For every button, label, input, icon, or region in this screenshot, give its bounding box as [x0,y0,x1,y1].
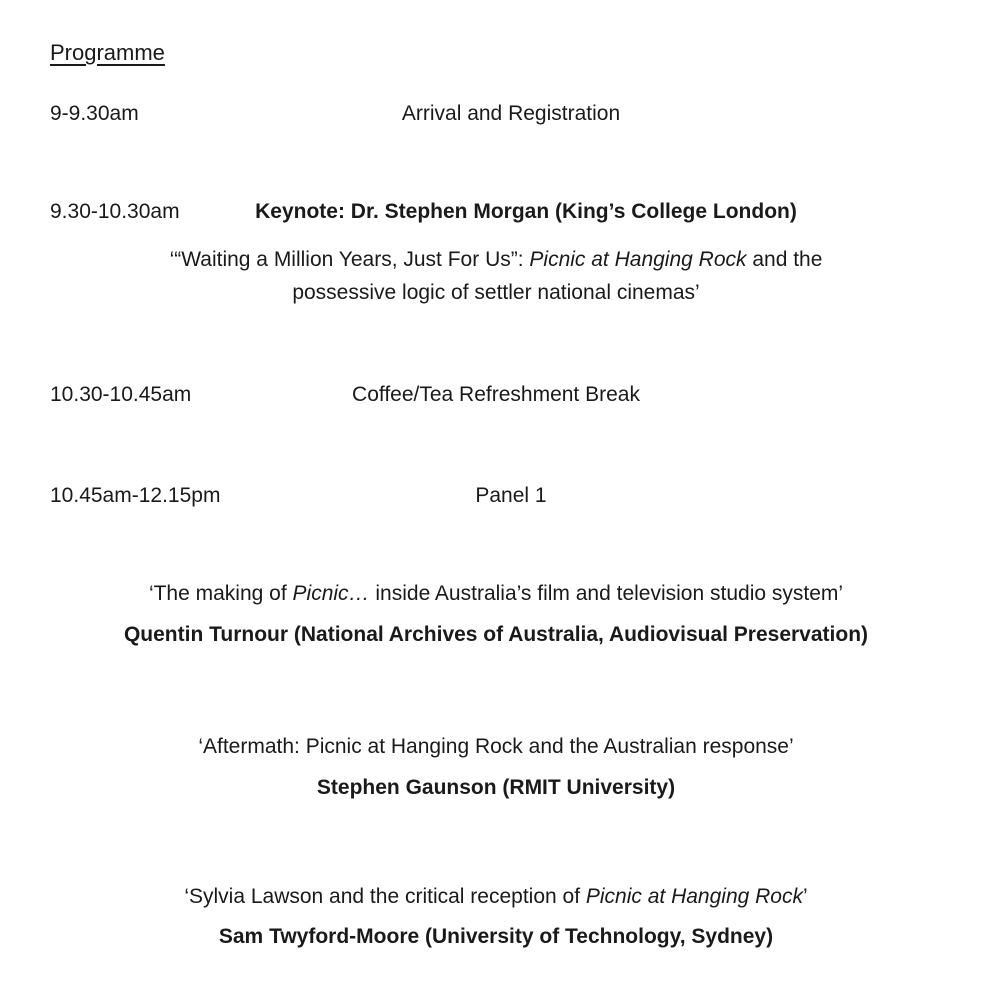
paper-title [50,881,942,914]
keynote-paper-segment: and the [746,248,823,272]
paper-title-segment: ’ [802,884,808,908]
session-row-coffee [50,379,942,412]
paper-title-segment: ‘Aftermath: Picnic at Hanging Rock and the Australian response’ [198,735,794,759]
session-row-arrival [50,98,942,131]
paper-film-title: Picnic… [292,582,370,606]
page-title: Programme [50,40,165,65]
keynote-paper-film-title: Picnic at Hanging Rock [529,248,747,272]
paper-author: Stephen Gaunson (RMIT University) [316,776,676,800]
paper-title-segment: ‘Sylvia Lawson and the critical reception of [184,884,586,908]
session-title: Panel 1 [475,483,547,507]
panel1-paper-3 [50,881,942,954]
session-title: Coffee/Tea Refreshment Break [352,383,640,407]
session-time: 10.45am-12.15pm [50,483,221,507]
paper-title-segment: ‘The making of [148,582,293,606]
panel1-paper-2 [50,731,942,804]
paper-title-segment: inside Australia’s film and television studio system’ [369,582,844,606]
session-time: 10.30-10.45am [50,383,192,407]
keynote-paper-segment: ‘“Waiting a Million Years, Just For Us”: [169,248,530,272]
keynote-paper-title [50,244,942,309]
session-row-keynote [50,196,942,229]
paper-title [50,578,942,611]
paper-film-title: Picnic at Hanging Rock [585,884,803,908]
paper-author: Sam Twyford-Moore (University of Technology, Sydney) [218,925,774,949]
panel1-paper-1 [50,578,942,651]
paper-author: Quentin Turnour (National Archives of Australia, Audiovisual Preservation) [123,622,869,646]
keynote-paper-line2: possessive logic of settler national cinemas’ [292,280,700,304]
session-time: 9-9.30am [50,102,139,126]
session-title: Arrival and Registration [401,102,621,126]
session-row-panel1 [50,480,942,513]
session-time: 9.30-10.30am [50,199,180,223]
paper-title [50,731,942,764]
keynote-title: Keynote: Dr. Stephen Morgan (King’s College London) [255,199,797,223]
